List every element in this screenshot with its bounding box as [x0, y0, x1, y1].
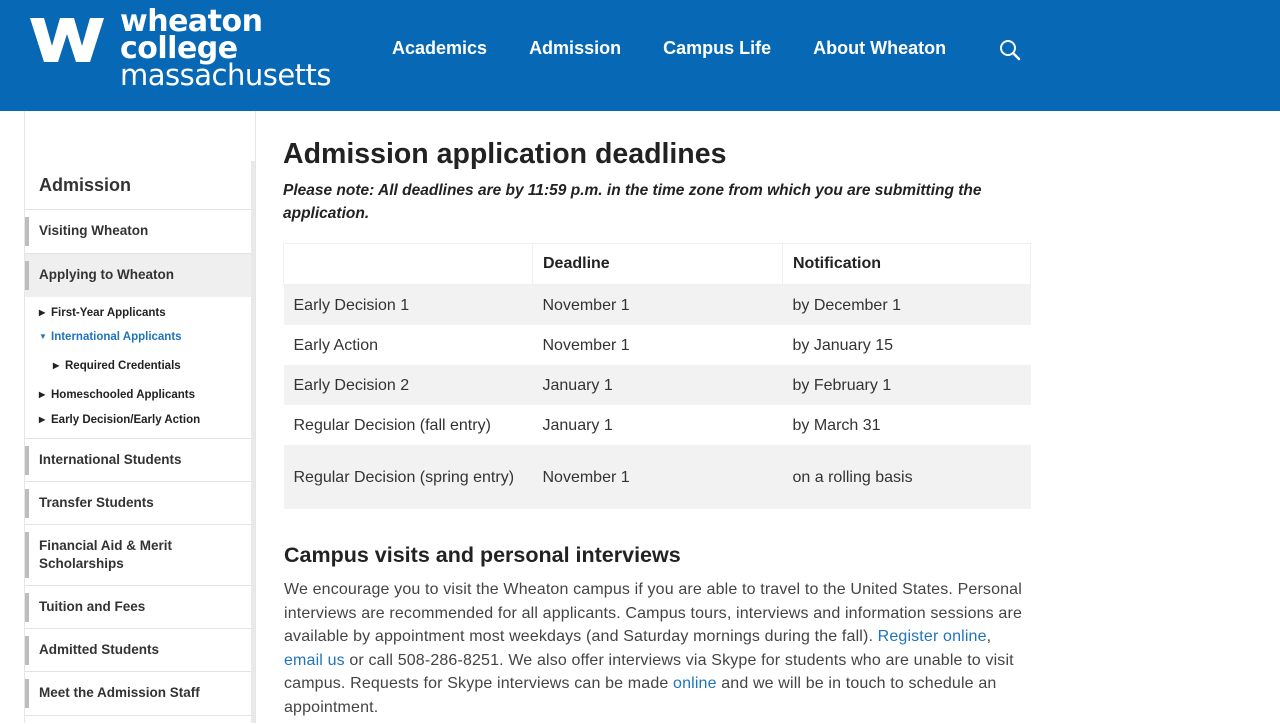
triangle-right-icon: ▶: [39, 308, 46, 317]
sidebar-item-applying-to-wheaton[interactable]: [25, 253, 251, 297]
wheaton-logo[interactable]: [30, 4, 360, 98]
sub-item-label: Homeschooled Applicants: [51, 389, 195, 401]
sidebar-item-marker: [25, 532, 29, 578]
triangle-right-icon: ▶: [39, 390, 46, 399]
sidebar-item-marker: [25, 489, 29, 518]
table-cell: November 1: [533, 325, 783, 365]
paragraph-text: ,: [986, 628, 992, 646]
section-title: Campus visits and personal interviews: [284, 543, 681, 567]
table-cell: by December 1: [783, 285, 1031, 326]
sidebar-item-visiting-wheaton[interactable]: [25, 209, 251, 253]
sidebar-shadow: [251, 161, 255, 723]
sub-item-label: First-Year Applicants: [51, 307, 166, 319]
sidebar-item-tuition-and-fees[interactable]: [25, 585, 251, 629]
table-cell: by January 15: [783, 325, 1031, 365]
logo-wordmark: [120, 4, 332, 92]
sidebar-item-marker: [25, 446, 29, 475]
main-nav: [392, 38, 988, 59]
nav-campus-life[interactable]: Campus Life: [663, 38, 772, 58]
sidebar-item-marker: [25, 636, 29, 665]
table-cell: by March 31: [783, 405, 1031, 445]
campus-visits-paragraph: [284, 578, 1030, 720]
sidebar-item-label: Tuition and Fees: [39, 599, 146, 614]
paragraph-text: or call 508-286-8251. We also offer interviews via Skype for students who are unable to visit campus. Requests for Skype interviews can be made: [284, 651, 1014, 693]
sub-item-first-year[interactable]: [39, 307, 166, 319]
table-header-cell: [284, 244, 533, 285]
sidebar-item-meet-admission-staff[interactable]: [25, 671, 251, 715]
table-header-cell: Notification: [783, 244, 1031, 285]
sidebar-item-marker: [25, 679, 29, 708]
nav-academics[interactable]: Academics: [392, 38, 488, 58]
triangle-right-icon: ▶: [39, 415, 46, 424]
sidebar: [24, 111, 256, 723]
table-row: [284, 405, 1031, 445]
w-logo-icon: [30, 16, 106, 64]
deadlines-table: [283, 243, 1031, 509]
table-cell: on a rolling basis: [783, 445, 1031, 509]
sidebar-item-label: Meet the Admission Staff: [39, 685, 200, 700]
sub-item-homeschooled[interactable]: [39, 389, 195, 401]
paragraph-text: We encourage you to visit the Wheaton campus if you are able to travel to the United States. Personal interviews are recommended for all applicants. Campus tours, interviews and information sessions are available by appointment most weekdays (and Saturday mornings during the fall).: [284, 581, 1022, 646]
email-us-link[interactable]: email us: [284, 651, 345, 669]
sidebar-item-marker: [25, 593, 29, 622]
register-online-link[interactable]: Register online: [877, 628, 987, 646]
triangle-right-icon: ▶: [53, 361, 60, 370]
sidebar-item-marker: [25, 261, 29, 290]
sidebar-item-label: Visiting Wheaton: [39, 223, 149, 238]
sub-item-label: Required Credentials: [65, 360, 181, 372]
nav-admission[interactable]: Admission: [529, 38, 622, 58]
table-row: [284, 365, 1031, 405]
sub-item-early-decision[interactable]: [39, 414, 200, 426]
deadline-note: Please note: All deadlines are by 11:59 p.m. in the time zone from which you are submitting the application.: [283, 182, 982, 222]
table-cell: by February 1: [783, 365, 1031, 405]
search-icon[interactable]: [998, 38, 1022, 62]
triangle-down-icon: ▼: [39, 332, 47, 341]
table-row: [284, 285, 1031, 326]
site-header: [0, 0, 1280, 111]
table-header-cell: Deadline: [533, 244, 783, 285]
sidebar-item-label: Applying to Wheaton: [39, 267, 174, 282]
sub-item-label: Early Decision/Early Action: [51, 414, 201, 426]
table-cell: Early Decision 1: [284, 285, 533, 326]
sidebar-sublist: [25, 297, 251, 439]
table-row: [284, 325, 1031, 365]
sidebar-item-marker: [25, 217, 29, 246]
sidebar-item-transfer-students[interactable]: [25, 481, 251, 525]
sub-item-international-applicants[interactable]: [39, 331, 182, 343]
online-link[interactable]: online: [673, 675, 717, 693]
table-header-row: [284, 244, 1031, 285]
sidebar-item-label: International Students: [39, 452, 182, 467]
sidebar-item-label: Transfer Students: [39, 495, 154, 510]
logo-line-3: massachusetts: [120, 58, 332, 92]
table-cell: November 1: [533, 285, 783, 326]
table-cell: January 1: [533, 405, 783, 445]
paragraph-text: and we will be in touch to schedule an appointment.: [284, 675, 997, 716]
nav-about-wheaton[interactable]: About Wheaton: [813, 38, 947, 58]
table-cell: Early Action: [284, 325, 533, 365]
table-row: [284, 445, 1031, 509]
sidebar-item-label: Admitted Students: [39, 642, 159, 657]
sidebar-title: Admission: [39, 175, 132, 195]
table-cell: January 1: [533, 365, 783, 405]
table-cell: November 1: [533, 445, 783, 509]
sidebar-item-financial-aid[interactable]: [25, 524, 251, 585]
logo-line-1: wheaton: [120, 4, 263, 39]
table-cell: Regular Decision (fall entry): [284, 405, 533, 445]
sub-item-label: International Applicants: [51, 331, 182, 343]
sidebar-item-label: Financial Aid & Merit Scholarships: [39, 538, 173, 571]
logo-line-2: college: [120, 31, 238, 66]
sidebar-item-international-students[interactable]: [25, 438, 251, 482]
table-cell: Regular Decision (spring entry): [284, 445, 533, 509]
sub-item-required-credentials[interactable]: [53, 360, 181, 372]
page-title: Admission application deadlines: [283, 138, 727, 170]
sidebar-item-admitted-students[interactable]: [25, 628, 251, 672]
table-cell: Early Decision 2: [284, 365, 533, 405]
